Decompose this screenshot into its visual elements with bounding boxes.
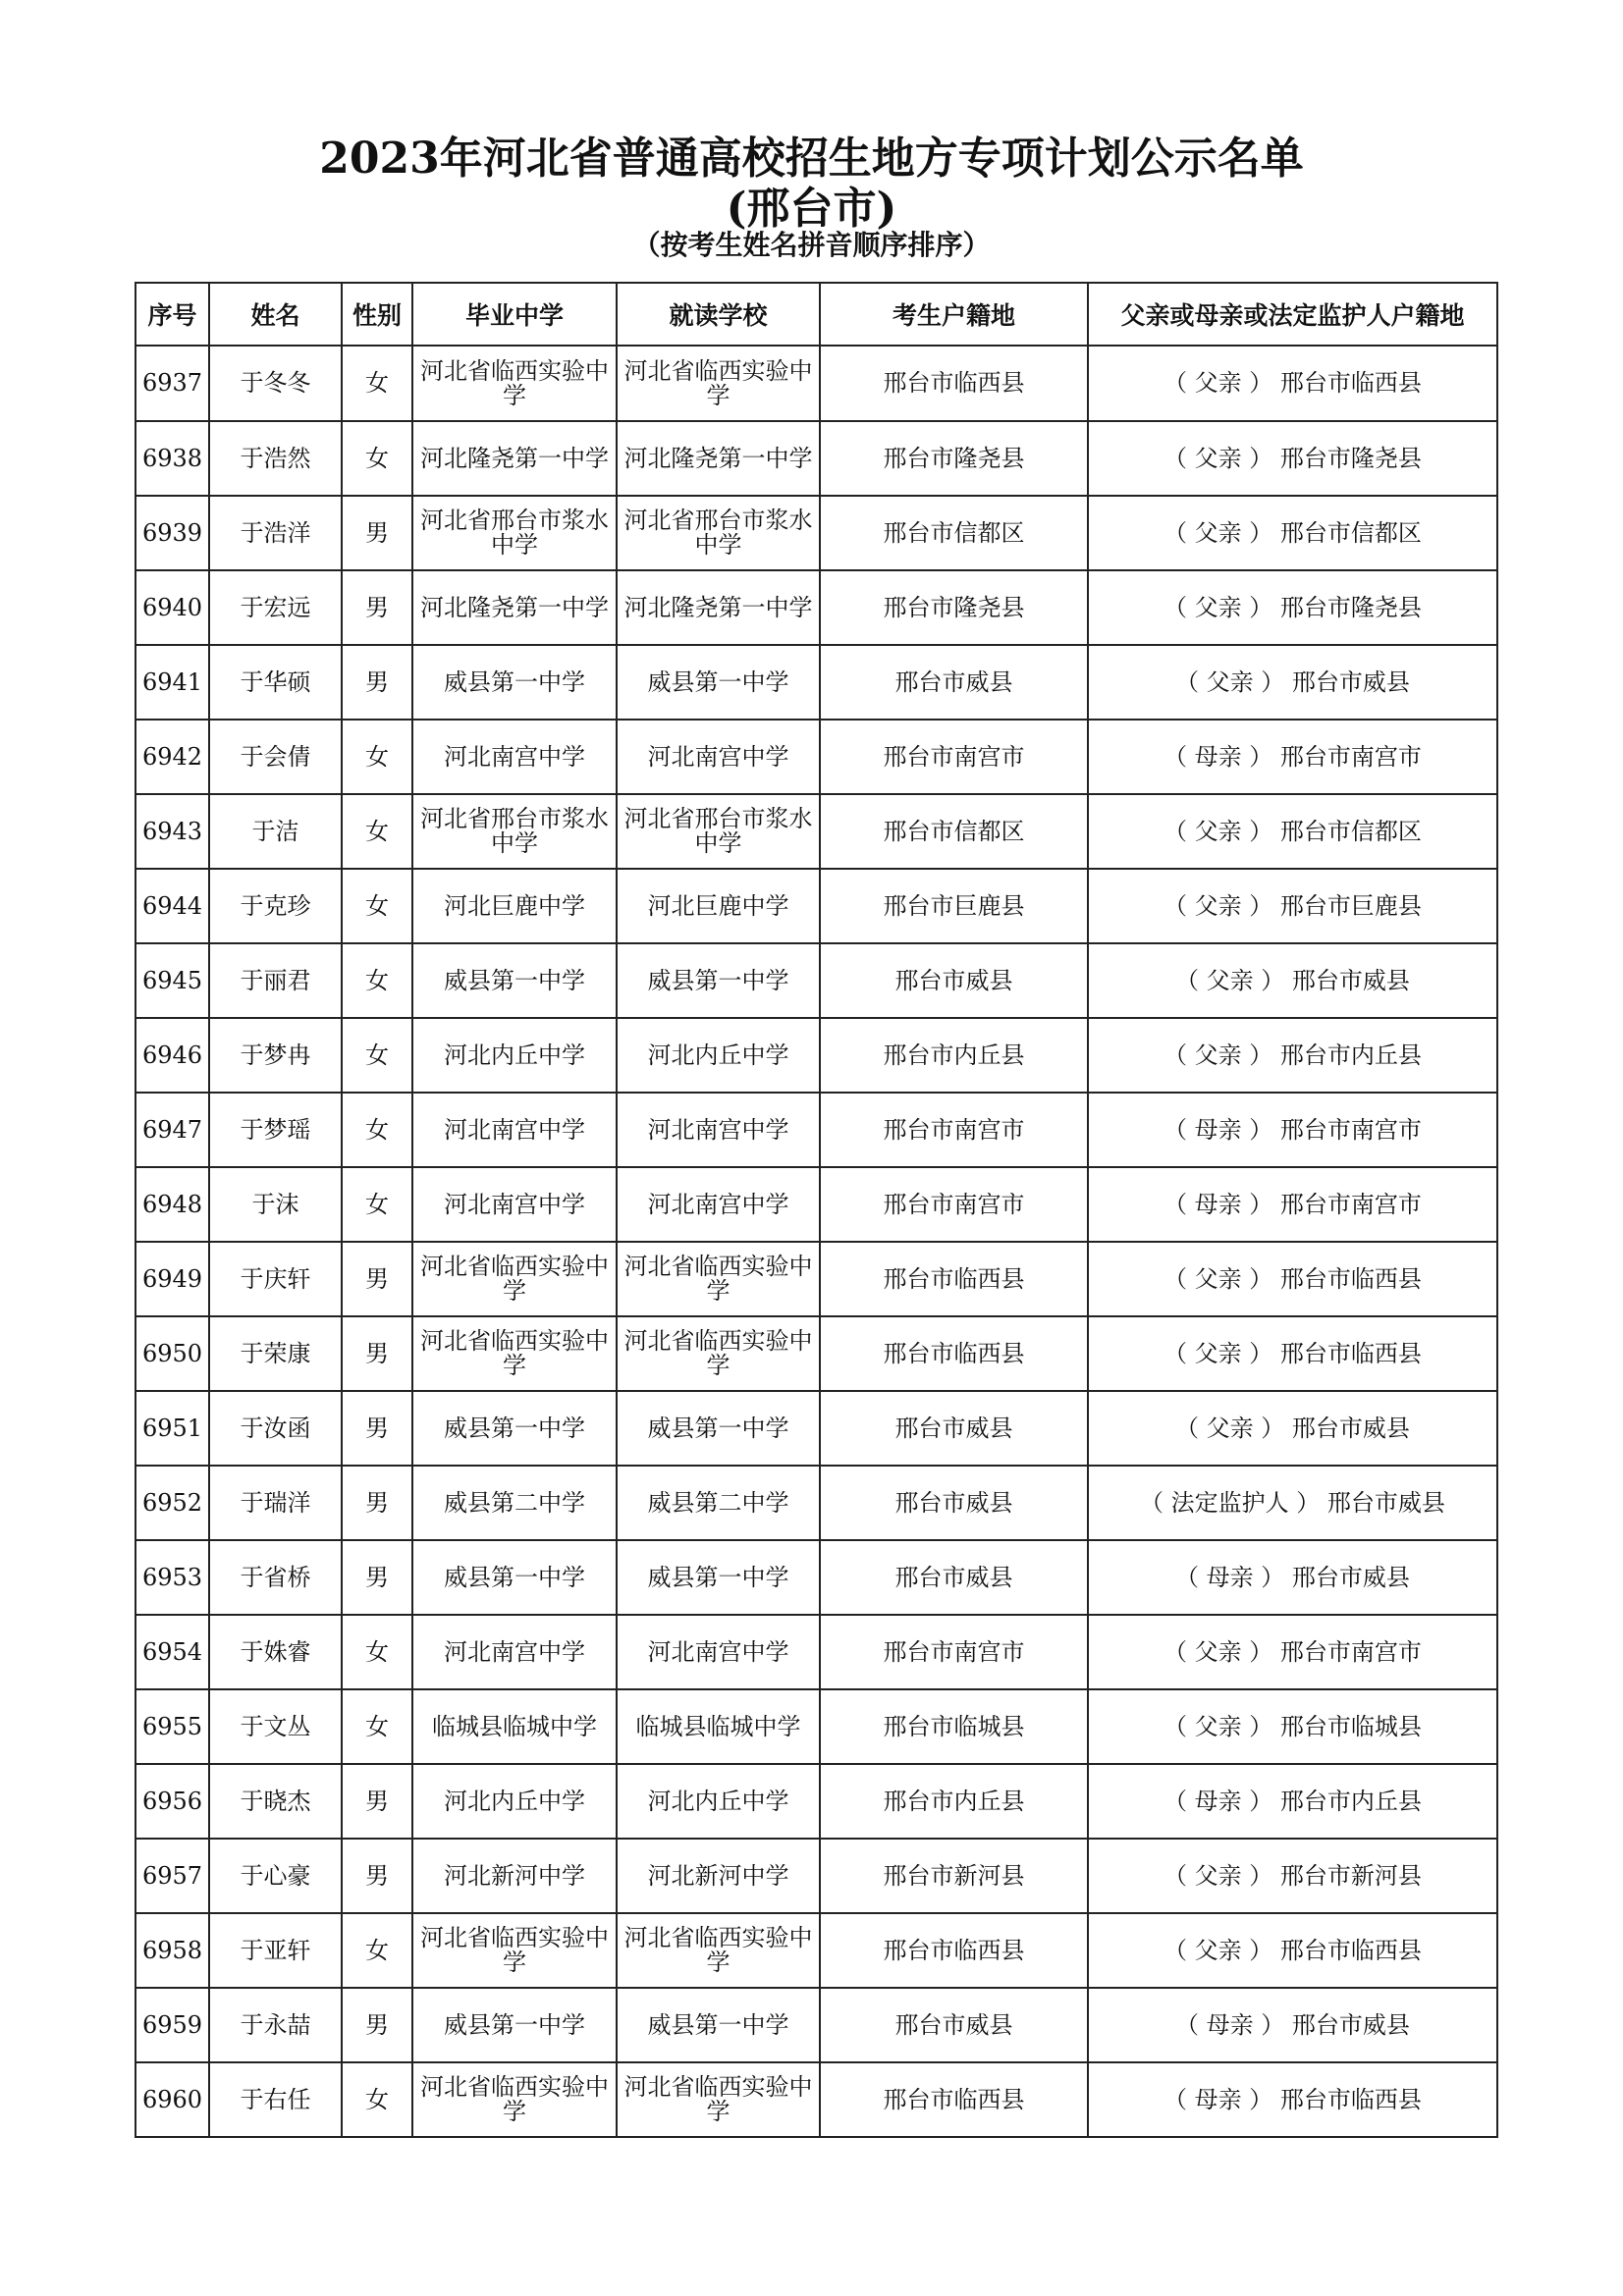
cell-gender: 女: [342, 869, 412, 943]
cell-name: 于晓杰: [209, 1764, 342, 1839]
cell-graduated-school: 河北省临西实验中学: [412, 2062, 617, 2137]
cell-current-school: 河北南宫中学: [617, 1615, 820, 1689]
cell-household: 邢台市威县: [820, 943, 1088, 1018]
cell-guardian-household: （ 父亲 ） 邢台市临西县: [1088, 1913, 1497, 1988]
cell-graduated-school: 河北新河中学: [412, 1839, 617, 1913]
cell-gender: 男: [342, 645, 412, 720]
cell-guardian-household: （ 父亲 ） 邢台市内丘县: [1088, 1018, 1497, 1093]
cell-index: 6953: [135, 1540, 209, 1615]
roster-table: [135, 282, 1498, 2138]
cell-graduated-school: 河北南宫中学: [412, 1093, 617, 1167]
cell-household: 邢台市新河县: [820, 1839, 1088, 1913]
cell-guardian-household: （ 父亲 ） 邢台市威县: [1088, 1391, 1497, 1466]
cell-guardian-household: （ 父亲 ） 邢台市临西县: [1088, 1316, 1497, 1391]
cell-guardian-household: （ 父亲 ） 邢台市信都区: [1088, 496, 1497, 570]
cell-name: 于梦瑶: [209, 1093, 342, 1167]
cell-gender: 男: [342, 1540, 412, 1615]
table-row: [135, 1988, 1497, 2062]
table-row: [135, 496, 1497, 570]
cell-household: 邢台市南宫市: [820, 720, 1088, 794]
cell-graduated-school: 威县第一中学: [412, 943, 617, 1018]
cell-name: 于荣康: [209, 1316, 342, 1391]
table-row: [135, 720, 1497, 794]
cell-guardian-household: （ 母亲 ） 邢台市南宫市: [1088, 1167, 1497, 1242]
cell-gender: 男: [342, 1764, 412, 1839]
cell-graduated-school: 河北隆尧第一中学: [412, 421, 617, 496]
table-row: [135, 869, 1497, 943]
cell-household: 邢台市临西县: [820, 1242, 1088, 1316]
cell-index: 6944: [135, 869, 209, 943]
cell-index: 6951: [135, 1391, 209, 1466]
cell-guardian-household: （ 父亲 ） 邢台市临城县: [1088, 1689, 1497, 1764]
cell-guardian-household: （ 父亲 ） 邢台市巨鹿县: [1088, 869, 1497, 943]
cell-name: 于洁: [209, 794, 342, 869]
cell-guardian-household: （ 法定监护人 ） 邢台市威县: [1088, 1466, 1497, 1540]
cell-household: 邢台市南宫市: [820, 1093, 1088, 1167]
cell-graduated-school: 临城县临城中学: [412, 1689, 617, 1764]
table-row: [135, 1615, 1497, 1689]
cell-graduated-school: 河北南宫中学: [412, 720, 617, 794]
page-title: 2023年河北省普通高校招生地方专项计划公示名单: [319, 133, 1304, 184]
col-header-name: 姓名: [209, 283, 342, 346]
cell-guardian-household: （ 父亲 ） 邢台市威县: [1088, 645, 1497, 720]
cell-household: 邢台市南宫市: [820, 1615, 1088, 1689]
cell-guardian-household: （ 父亲 ） 邢台市新河县: [1088, 1839, 1497, 1913]
cell-household: 邢台市南宫市: [820, 1167, 1088, 1242]
cell-current-school: 河北内丘中学: [617, 1018, 820, 1093]
cell-household: 邢台市信都区: [820, 496, 1088, 570]
table-row: [135, 1242, 1497, 1316]
cell-index: 6940: [135, 570, 209, 645]
col-header-current-school: 就读学校: [617, 283, 820, 346]
cell-gender: 男: [342, 1988, 412, 2062]
cell-current-school: 威县第一中学: [617, 1540, 820, 1615]
cell-graduated-school: 河北省临西实验中学: [412, 1913, 617, 1988]
cell-current-school: 河北内丘中学: [617, 1764, 820, 1839]
table-row: [135, 794, 1497, 869]
cell-index: 6950: [135, 1316, 209, 1391]
cell-graduated-school: 威县第一中学: [412, 1391, 617, 1466]
cell-index: 6946: [135, 1018, 209, 1093]
cell-name: 于姝睿: [209, 1615, 342, 1689]
cell-current-school: 威县第一中学: [617, 1988, 820, 2062]
cell-current-school: 河北省邢台市浆水中学: [617, 496, 820, 570]
cell-graduated-school: 河北南宫中学: [412, 1167, 617, 1242]
cell-current-school: 威县第一中学: [617, 645, 820, 720]
cell-household: 邢台市威县: [820, 1540, 1088, 1615]
cell-name: 于文丛: [209, 1689, 342, 1764]
cell-current-school: 威县第一中学: [617, 1391, 820, 1466]
cell-current-school: 河北南宫中学: [617, 720, 820, 794]
cell-gender: 女: [342, 720, 412, 794]
cell-guardian-household: （ 父亲 ） 邢台市信都区: [1088, 794, 1497, 869]
cell-current-school: 河北南宫中学: [617, 1093, 820, 1167]
cell-current-school: 威县第二中学: [617, 1466, 820, 1540]
cell-guardian-household: （ 父亲 ） 邢台市临西县: [1088, 346, 1497, 421]
table-row: [135, 943, 1497, 1018]
cell-guardian-household: （ 父亲 ） 邢台市隆尧县: [1088, 570, 1497, 645]
cell-gender: 女: [342, 346, 412, 421]
cell-index: 6942: [135, 720, 209, 794]
cell-current-school: 河北巨鹿中学: [617, 869, 820, 943]
cell-index: 6960: [135, 2062, 209, 2137]
cell-current-school: 河北省临西实验中学: [617, 2062, 820, 2137]
cell-gender: 女: [342, 1093, 412, 1167]
cell-household: 邢台市临西县: [820, 1316, 1088, 1391]
cell-current-school: 河北省临西实验中学: [617, 1316, 820, 1391]
cell-graduated-school: 威县第一中学: [412, 1988, 617, 2062]
cell-graduated-school: 河北南宫中学: [412, 1615, 617, 1689]
cell-household: 邢台市威县: [820, 645, 1088, 720]
cell-name: 于汝函: [209, 1391, 342, 1466]
cell-guardian-household: （ 母亲 ） 邢台市内丘县: [1088, 1764, 1497, 1839]
cell-current-school: 河北省临西实验中学: [617, 1242, 820, 1316]
cell-index: 6955: [135, 1689, 209, 1764]
cell-household: 邢台市临西县: [820, 2062, 1088, 2137]
cell-current-school: 河北省临西实验中学: [617, 346, 820, 421]
table-row: [135, 570, 1497, 645]
cell-graduated-school: 河北省临西实验中学: [412, 1242, 617, 1316]
col-header-graduated-school: 毕业中学: [412, 283, 617, 346]
cell-graduated-school: 威县第二中学: [412, 1466, 617, 1540]
cell-gender: 女: [342, 1018, 412, 1093]
cell-index: 6939: [135, 496, 209, 570]
cell-index: 6947: [135, 1093, 209, 1167]
cell-graduated-school: 河北隆尧第一中学: [412, 570, 617, 645]
cell-gender: 男: [342, 1391, 412, 1466]
cell-index: 6943: [135, 794, 209, 869]
cell-household: 邢台市巨鹿县: [820, 869, 1088, 943]
cell-gender: 女: [342, 421, 412, 496]
cell-graduated-school: 河北省邢台市浆水中学: [412, 496, 617, 570]
cell-gender: 男: [342, 1316, 412, 1391]
cell-household: 邢台市临西县: [820, 346, 1088, 421]
table-row: [135, 1391, 1497, 1466]
cell-guardian-household: （ 父亲 ） 邢台市临西县: [1088, 1242, 1497, 1316]
cell-name: 于会倩: [209, 720, 342, 794]
cell-household: 邢台市内丘县: [820, 1018, 1088, 1093]
col-header-guardian-household: 父亲或母亲或法定监护人户籍地: [1088, 283, 1497, 346]
sort-note: （按考生姓名拼音顺序排序）: [632, 229, 991, 261]
cell-name: 于宏远: [209, 570, 342, 645]
cell-index: 6956: [135, 1764, 209, 1839]
cell-graduated-school: 河北内丘中学: [412, 1018, 617, 1093]
cell-graduated-school: 河北巨鹿中学: [412, 869, 617, 943]
cell-graduated-school: 威县第一中学: [412, 1540, 617, 1615]
cell-index: 6954: [135, 1615, 209, 1689]
cell-current-school: 威县第一中学: [617, 943, 820, 1018]
cell-name: 于沫: [209, 1167, 342, 1242]
cell-name: 于瑞洋: [209, 1466, 342, 1540]
cell-name: 于永喆: [209, 1988, 342, 2062]
city-subtitle: (邢台市): [726, 184, 897, 234]
table-row: [135, 2062, 1497, 2137]
table-row: [135, 1466, 1497, 1540]
cell-graduated-school: 河北省临西实验中学: [412, 1316, 617, 1391]
cell-household: 邢台市隆尧县: [820, 421, 1088, 496]
cell-guardian-household: （ 母亲 ） 邢台市威县: [1088, 1540, 1497, 1615]
cell-current-school: 临城县临城中学: [617, 1689, 820, 1764]
table-row: [135, 1316, 1497, 1391]
col-header-index: 序号: [135, 283, 209, 346]
table-body: [135, 346, 1497, 2137]
cell-gender: 男: [342, 1466, 412, 1540]
cell-gender: 女: [342, 1615, 412, 1689]
cell-gender: 男: [342, 570, 412, 645]
cell-gender: 男: [342, 1242, 412, 1316]
table-row: [135, 1093, 1497, 1167]
cell-guardian-household: （ 父亲 ） 邢台市威县: [1088, 943, 1497, 1018]
cell-current-school: 河北隆尧第一中学: [617, 421, 820, 496]
table-row: [135, 645, 1497, 720]
cell-index: 6957: [135, 1839, 209, 1913]
cell-current-school: 河北省临西实验中学: [617, 1913, 820, 1988]
cell-name: 于梦冉: [209, 1018, 342, 1093]
cell-household: 邢台市隆尧县: [820, 570, 1088, 645]
cell-name: 于庆轩: [209, 1242, 342, 1316]
cell-index: 6948: [135, 1167, 209, 1242]
cell-graduated-school: 河北省邢台市浆水中学: [412, 794, 617, 869]
cell-gender: 女: [342, 1913, 412, 1988]
table-row: [135, 1167, 1497, 1242]
cell-gender: 女: [342, 1167, 412, 1242]
cell-guardian-household: （ 母亲 ） 邢台市威县: [1088, 1988, 1497, 2062]
cell-household: 邢台市威县: [820, 1988, 1088, 2062]
cell-household: 邢台市临西县: [820, 1913, 1088, 1988]
cell-name: 于丽君: [209, 943, 342, 1018]
cell-name: 于省桥: [209, 1540, 342, 1615]
cell-household: 邢台市临城县: [820, 1689, 1088, 1764]
cell-guardian-household: （ 父亲 ） 邢台市南宫市: [1088, 1615, 1497, 1689]
cell-current-school: 河北隆尧第一中学: [617, 570, 820, 645]
cell-current-school: 河北新河中学: [617, 1839, 820, 1913]
cell-index: 6945: [135, 943, 209, 1018]
cell-name: 于右任: [209, 2062, 342, 2137]
cell-name: 于华硕: [209, 645, 342, 720]
cell-household: 邢台市威县: [820, 1391, 1088, 1466]
col-header-household: 考生户籍地: [820, 283, 1088, 346]
table-row: [135, 1540, 1497, 1615]
cell-name: 于心豪: [209, 1839, 342, 1913]
cell-household: 邢台市内丘县: [820, 1764, 1088, 1839]
cell-name: 于冬冬: [209, 346, 342, 421]
cell-gender: 女: [342, 1689, 412, 1764]
cell-guardian-household: （ 母亲 ） 邢台市南宫市: [1088, 1093, 1497, 1167]
cell-gender: 男: [342, 1839, 412, 1913]
cell-gender: 女: [342, 943, 412, 1018]
col-header-gender: 性别: [342, 283, 412, 346]
cell-guardian-household: （ 母亲 ） 邢台市南宫市: [1088, 720, 1497, 794]
table-row: [135, 346, 1497, 421]
cell-current-school: 河北省邢台市浆水中学: [617, 794, 820, 869]
cell-name: 于亚轩: [209, 1913, 342, 1988]
cell-guardian-household: （ 母亲 ） 邢台市临西县: [1088, 2062, 1497, 2137]
table-row: [135, 1018, 1497, 1093]
cell-graduated-school: 河北内丘中学: [412, 1764, 617, 1839]
table-row: [135, 1764, 1497, 1839]
cell-index: 6937: [135, 346, 209, 421]
cell-gender: 女: [342, 2062, 412, 2137]
cell-index: 6949: [135, 1242, 209, 1316]
cell-index: 6938: [135, 421, 209, 496]
header-row: [135, 283, 1497, 346]
cell-index: 6959: [135, 1988, 209, 2062]
cell-name: 于浩然: [209, 421, 342, 496]
cell-household: 邢台市信都区: [820, 794, 1088, 869]
cell-current-school: 河北南宫中学: [617, 1167, 820, 1242]
cell-gender: 男: [342, 496, 412, 570]
cell-name: 于克珍: [209, 869, 342, 943]
cell-graduated-school: 威县第一中学: [412, 645, 617, 720]
table-row: [135, 1913, 1497, 1988]
cell-index: 6952: [135, 1466, 209, 1540]
cell-guardian-household: （ 父亲 ） 邢台市隆尧县: [1088, 421, 1497, 496]
cell-index: 6958: [135, 1913, 209, 1988]
cell-index: 6941: [135, 645, 209, 720]
cell-gender: 女: [342, 794, 412, 869]
table-row: [135, 1689, 1497, 1764]
cell-graduated-school: 河北省临西实验中学: [412, 346, 617, 421]
cell-name: 于浩洋: [209, 496, 342, 570]
cell-household: 邢台市威县: [820, 1466, 1088, 1540]
table-row: [135, 421, 1497, 496]
table-row: [135, 1839, 1497, 1913]
